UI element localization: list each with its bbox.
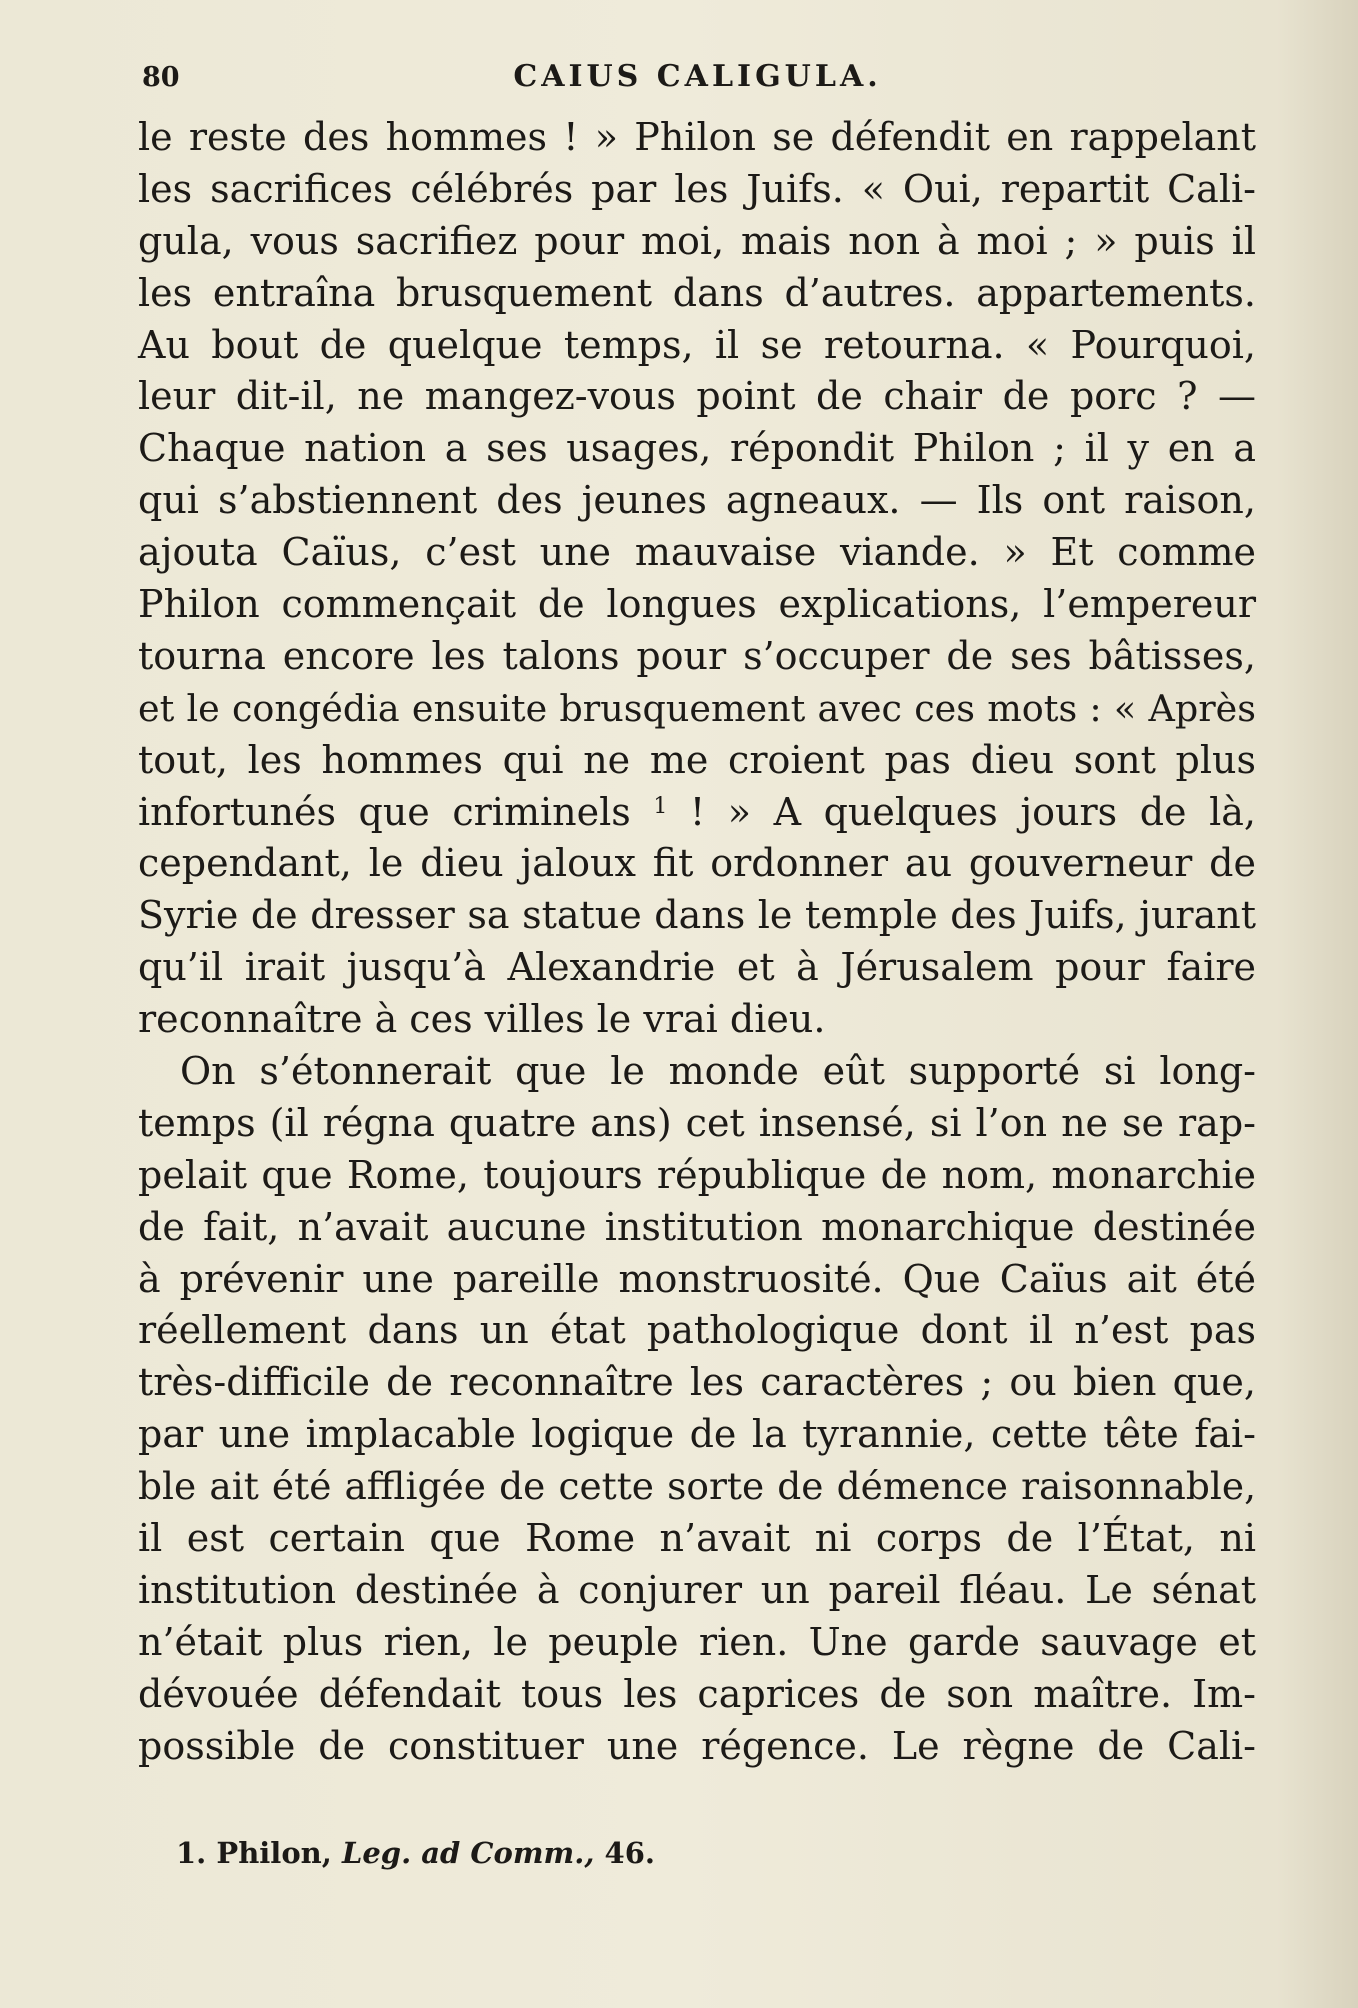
text-line: possible de constituer une régence. Le règne de Cali-: [138, 1723, 1256, 1768]
text-line: ble ait été affligée de cette sorte de démence raisonnable,: [138, 1464, 1256, 1509]
footnote-ref: 1: [653, 793, 668, 819]
text-line: à prévenir une pareille monstruosité. Que Caïus ait été: [138, 1256, 1256, 1301]
text-line: Chaque nation a ses usages, répondit Philon ; il y en a: [138, 426, 1256, 471]
footnote-number: 1.: [176, 1836, 207, 1870]
text-fragment: ! » A quelques jours de là,: [667, 789, 1257, 834]
text-line: tout, les hommes qui ne me croient pas dieu sont plus: [138, 737, 1256, 782]
text-line: très-difficile de reconnaître les caractères ; ou bien que,: [138, 1360, 1256, 1405]
text-line: Syrie de dresser sa statue dans le temple des Juifs, jurant: [138, 893, 1256, 938]
body-text: [138, 112, 1256, 1773]
text-line-with-footnote-ref: [138, 787, 1256, 839]
footnote-title: Leg. ad Comm.,: [341, 1836, 595, 1870]
text-line: qu’il irait jusqu’à Alexandrie et à Jérusalem pour faire: [138, 945, 1256, 990]
text-line: par une implacable logique de la tyrannie, cette tête fai-: [138, 1412, 1256, 1457]
text-line: cependant, le dieu jaloux fit ordonner au gouverneur de: [138, 841, 1256, 886]
text-line: de fait, n’avait aucune institution monarchique destinée: [138, 1204, 1256, 1249]
paragraph-first-line: On s’étonnerait que le monde eût supporté si long-: [180, 1049, 1256, 1094]
text-line: et le congédia ensuite brusquement avec ces mots : « Après: [138, 686, 1256, 730]
text-line: qui s’abstiennent des jeunes agneaux. — Ils ont raison,: [138, 478, 1256, 523]
text-line: les entraîna brusquement dans d’autres. appartements.: [138, 270, 1256, 315]
page-number: 80: [142, 62, 180, 93]
text-line: dévouée défendait tous les caprices de son maître. Im-: [138, 1671, 1256, 1716]
text-line: gula, vous sacrifiez pour moi, mais non à moi ; » puis il: [138, 218, 1256, 263]
page-header: [140, 56, 1255, 106]
text-line: pelait que Rome, toujours république de nom, monarchie: [138, 1152, 1256, 1197]
text-line: réellement dans un état pathologique dont il n’est pas: [138, 1308, 1256, 1353]
text-line: temps (il régna quatre ans) cet insensé, si l’on ne se rap-: [138, 1100, 1256, 1145]
text-line: reconnaître à ces villes le vrai dieu.: [138, 997, 826, 1042]
text-line: ajouta Caïus, c’est une mauvaise viande. » Et comme: [138, 530, 1256, 575]
running-title: CAIUS CALIGULA.: [513, 59, 882, 94]
text-fragment: infortunés que criminels: [138, 789, 654, 834]
text-line: n’était plus rien, le peuple rien. Une garde sauvage et: [138, 1619, 1256, 1664]
text-line: Au bout de quelque temps, il se retourna. « Pourquoi,: [138, 322, 1256, 367]
text-line: il est certain que Rome n’avait ni corps de l’État, ni: [138, 1516, 1256, 1561]
footnote-page: 46.: [604, 1836, 655, 1870]
footnote: [176, 1836, 655, 1870]
text-line: institution destinée à conjurer un pareil fléau. Le sénat: [138, 1567, 1256, 1612]
text-line: leur dit-il, ne mangez-vous point de chair de porc ? —: [138, 374, 1256, 419]
footnote-author: Philon,: [216, 1836, 332, 1870]
text-line: le reste des hommes ! » Philon se défendit en rappelant: [138, 115, 1256, 159]
text-line: Philon commençait de longues explications, l’empereur: [138, 582, 1256, 627]
text-line: les sacrifices célébrés par les Juifs. « Oui, repartit Cali-: [138, 166, 1256, 211]
text-line: tourna encore les talons pour s’occuper de ses bâtisses,: [138, 633, 1256, 678]
